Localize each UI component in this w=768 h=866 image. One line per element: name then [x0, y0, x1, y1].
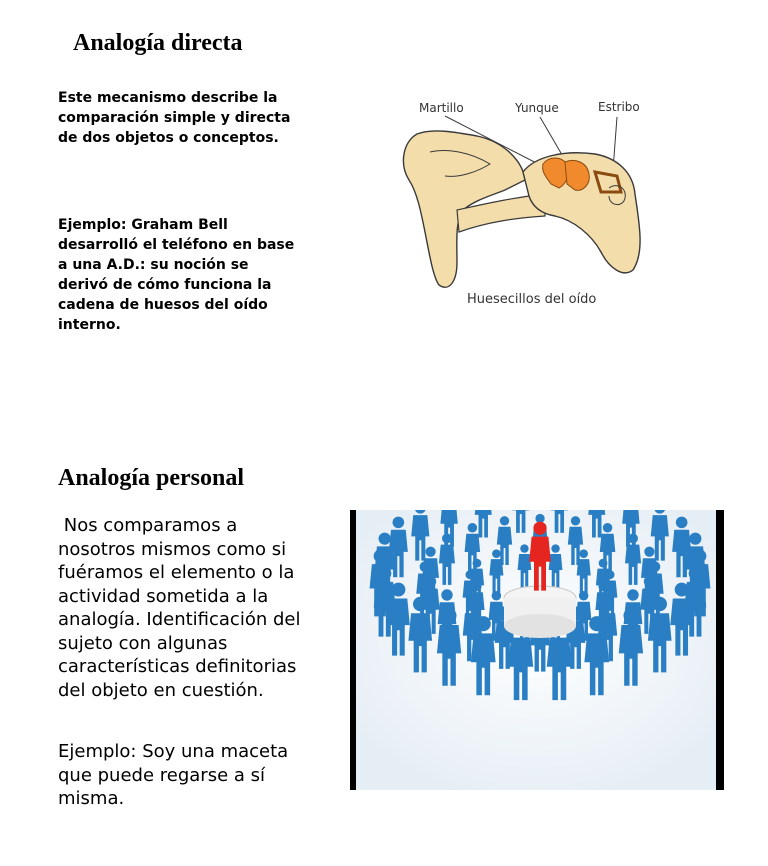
ear-caption: Huesecillos del oído — [467, 292, 597, 307]
directa-description: Este mecanismo describe la comparación simple y directa de dos objetos o conceptos. — [58, 90, 291, 146]
ear-label-estribo: Estribo — [598, 100, 640, 114]
pedestal-bottom — [504, 614, 576, 638]
ear-label-yunque: Yunque — [515, 101, 559, 115]
heading-analogia-personal: Analogía personal — [58, 465, 245, 491]
personal-example: Ejemplo: Soy una maceta que puede regarse a sí misma. — [58, 741, 289, 809]
crowd-illustration — [350, 510, 724, 790]
personal-description: Nos comparamos a nosotros mismos como si fuéramos el elemento o la actividad sometida a la analogía. Identificación del sujeto con algunas características definitorias del objeto en cuestión. — [58, 515, 307, 701]
heading-analogia-directa: Analogía directa — [73, 30, 243, 56]
directa-example: Ejemplo: Graham Bell desarrolló el teléfono en base a una A.D.: su noción se derivó de cómo funciona la cadena de huesos del oído interno. — [58, 217, 295, 333]
ear-label-martillo: Martillo — [419, 101, 464, 115]
ear-ossicles-figure — [395, 92, 655, 312]
